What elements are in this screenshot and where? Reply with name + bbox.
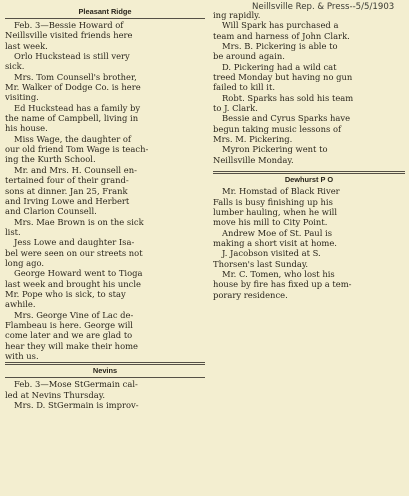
text-line: his house.: [5, 123, 48, 134]
news-item: [5, 217, 205, 238]
text-line: be around again.: [213, 51, 285, 62]
text-line: making a short visit at home.: [213, 237, 337, 248]
text-line: failed to kill it.: [213, 82, 275, 93]
text-line: Robt. Sparks has sold his team: [222, 92, 354, 103]
nevins-body: [5, 379, 205, 410]
text-line: Mrs. Mae Brown is on the sick: [14, 216, 144, 227]
text-line: and Irving Lowe and Herbert: [5, 195, 130, 206]
text-line: hear they will make their home: [5, 340, 139, 351]
text-line: ing the Kurth School.: [5, 154, 96, 165]
text-line: Mrs. Tom Counsell's brother,: [14, 71, 137, 82]
section-divider: [213, 171, 405, 174]
text-line: come later and we are glad to: [5, 330, 133, 341]
news-item: [5, 400, 205, 410]
text-line: Neillsville visited friends here: [5, 30, 133, 41]
text-line: and Clarion Counsell.: [5, 206, 97, 217]
text-line: the name of Campbell, living in: [5, 113, 139, 124]
text-line: move his mill to City Point.: [213, 217, 328, 228]
text-line: with us.: [5, 351, 39, 361]
text-line: Feb. 3—Mose StGermain cal-: [14, 379, 138, 390]
news-item: [213, 186, 405, 227]
text-line: Mrs. D. StGermain is improv-: [14, 400, 139, 411]
news-item: [213, 93, 405, 114]
pleasant-ridge-body: [5, 20, 205, 361]
text-line: Ed Huckstead has a family by: [14, 102, 141, 113]
text-line: Mr. Homstad of Black River: [222, 186, 340, 197]
text-line: sons at dinner. Jan 25, Frank: [5, 185, 128, 196]
text-line: visiting.: [5, 92, 39, 103]
text-line: Mr. Walker of Dodge Co. is here: [5, 82, 141, 93]
text-line: Andrew Moe of St. Paul is: [222, 227, 333, 238]
text-line: Myron Pickering went to: [222, 144, 328, 155]
heading-rule: [5, 377, 205, 378]
news-item: [5, 268, 205, 309]
news-item: [5, 103, 205, 134]
text-line: ing rapidly.: [213, 10, 261, 20]
text-line: our old friend Tom Wage is teach-: [5, 144, 149, 155]
text-line: Bessie and Cyrus Sparks have: [222, 113, 351, 124]
news-item: [5, 72, 205, 103]
heading-rule: [5, 18, 205, 19]
left-column: [5, 6, 205, 410]
text-line: Falls is busy finishing up his: [213, 196, 333, 207]
dewhurst-body: [213, 186, 405, 300]
text-line: last week and brought his uncle: [5, 278, 141, 289]
text-line: sick.: [5, 61, 25, 72]
news-item: [213, 248, 405, 269]
news-item: [213, 20, 405, 41]
text-line: Mrs. B. Pickering is able to: [222, 41, 338, 52]
text-line: house by fire has fixed up a tem-: [213, 279, 352, 290]
text-line: George Howard went to Tioga: [14, 268, 143, 279]
text-line: Mr. C. Tomen, who lost his: [222, 268, 335, 279]
text-line: Neillsville Monday.: [213, 154, 294, 165]
news-item: [213, 269, 405, 300]
text-line: Flambeau is here. George will: [5, 319, 133, 330]
news-item: [213, 41, 405, 62]
text-line: led at Nevins Thursday.: [5, 389, 106, 400]
text-line: Will Spark has purchased a: [222, 20, 339, 31]
text-line: Thorsen's last Sunday.: [213, 258, 309, 269]
text-line: Mrs. George Vine of Lac de-: [14, 309, 134, 320]
news-item: [5, 379, 205, 400]
right-column: [213, 10, 405, 300]
section-heading-dewhurst: Dewhurst P O: [284, 175, 334, 185]
news-item: [5, 237, 205, 268]
news-item: [5, 165, 205, 217]
news-item: [213, 62, 405, 93]
text-line: porary residence.: [213, 289, 288, 300]
text-line: long ago.: [5, 257, 45, 268]
text-line: J. Jacobson visited at S.: [222, 248, 321, 259]
text-line: D. Pickering had a wild cat: [222, 61, 337, 72]
text-line: bel were seen on our streets not: [5, 247, 143, 258]
news-item: [213, 228, 405, 249]
section-divider: [5, 362, 205, 365]
text-line: Jess Lowe and daughter Isa-: [14, 237, 135, 248]
news-item: [5, 134, 205, 165]
text-line: list.: [5, 226, 21, 237]
text-line: begun taking music lessons of: [213, 123, 342, 134]
news-item: [213, 10, 405, 20]
text-line: awhile.: [5, 299, 36, 310]
text-line: to J. Clark.: [213, 103, 258, 114]
news-item: [5, 310, 205, 362]
text-line: Orlo Huckstead is still very: [14, 51, 130, 62]
nevins-continued-body: [213, 10, 405, 165]
text-line: treed Monday but having no gun: [213, 72, 353, 83]
text-line: last week.: [5, 40, 48, 51]
text-line: tertained four of their grand-: [5, 175, 129, 186]
text-line: Mr. Pope who is sick, to stay: [5, 288, 126, 299]
text-line: lumber hauling, when he will: [213, 206, 338, 217]
news-item: [5, 20, 205, 51]
news-item: [5, 51, 205, 72]
section-heading-nevins: Nevins: [92, 366, 118, 376]
text-line: team and harness of John Clark.: [213, 30, 350, 41]
section-heading-pleasant-ridge: Pleasant Ridge: [78, 7, 132, 16]
text-line: Mr. and Mrs. H. Counsell en-: [14, 164, 137, 175]
source-label: Neillsville Rep. & Press--5/5/1903: [252, 2, 395, 12]
text-line: Feb. 3—Bessie Howard of: [14, 20, 124, 30]
news-item: [213, 113, 405, 144]
text-line: Miss Wage, the daughter of: [14, 133, 132, 144]
news-item: [213, 144, 405, 165]
text-line: Mrs. M. Pickering.: [213, 134, 293, 145]
